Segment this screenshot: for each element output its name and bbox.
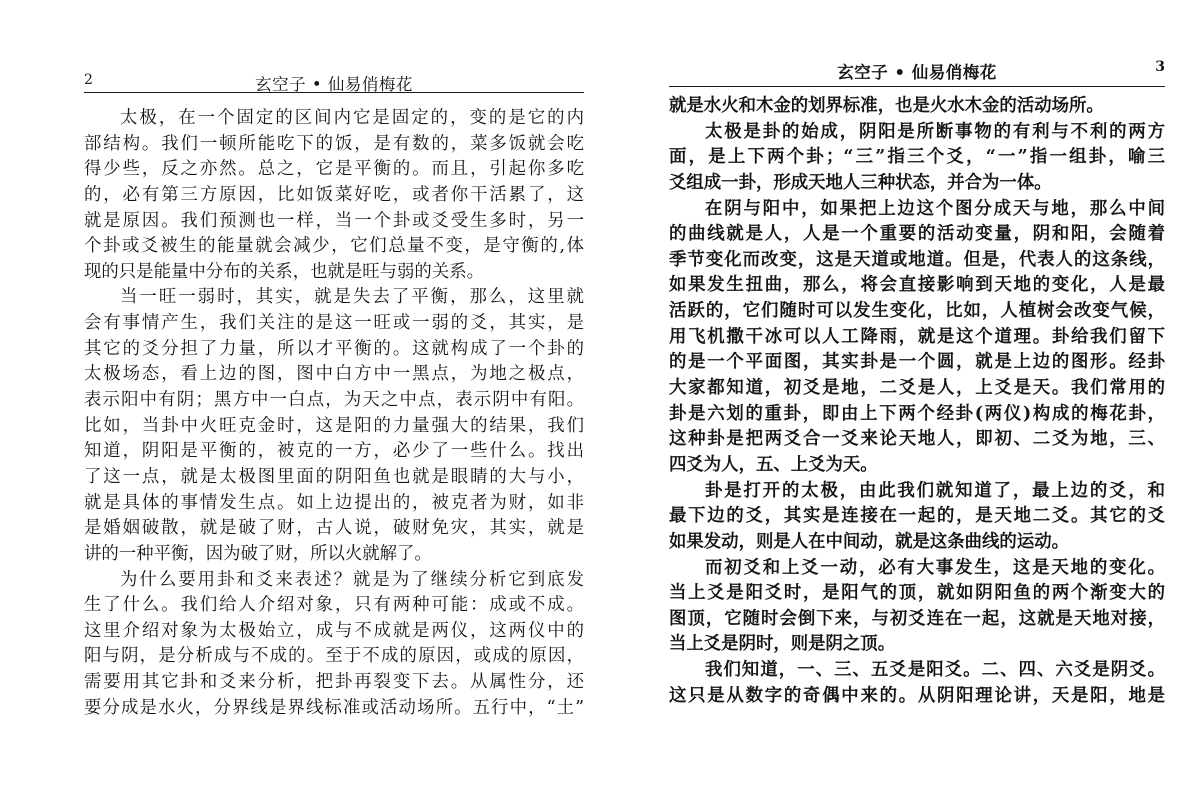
- text-line: 用飞机撒干冰可以人工降雨，就是这个道理。卦给我们留下: [669, 326, 1165, 347]
- text-line: 的曲线就是人，人是一个重要的活动变量，阴和阳，会随着: [669, 224, 1165, 245]
- text-line: 就是具体的事情发生点。如上边提出的，被克者为财，如非: [84, 492, 584, 513]
- left-page-header: [84, 62, 584, 93]
- text-line: 我们知道，一、三、五爻是阳爻。二、四、六爻是阴爻。: [705, 660, 1165, 681]
- right-page-number: 3: [1155, 59, 1165, 75]
- text-line: 当上爻是阳爻时，是阳气的顶，就如阴阳鱼的两个渐变大的: [669, 583, 1165, 604]
- text-line: 个卦或爻被生的能量就会减少，它们总量不变，是守衡的,体: [84, 236, 584, 257]
- text-line: 大家都知道，初爻是地，二爻是人，上爻是天。我们常用的: [669, 378, 1165, 399]
- right-running-title: 玄空子 • 仙易俏梅花: [837, 63, 997, 82]
- text-line: 会有事情产生，我们关注的是这一旺或一弱的爻，其实，是: [84, 313, 584, 334]
- text-line: 部结构。我们一顿所能吃下的饭，是有数的，菜多饭就会吃: [84, 133, 584, 154]
- text-line: 图顶，它随时会倒下来，与初爻连在一起，这就是天地对接，: [669, 608, 1165, 629]
- text-line: 这里介绍对象为太极始立，成与不成就是两仪，这两仪中的: [84, 620, 584, 641]
- text-line: 当一旺一弱时，其实，就是失去了平衡，那么，这里就: [120, 287, 584, 308]
- text-line: 这只是从数字的奇偶中来的。从阴阳理论讲，天是阳，地是: [669, 685, 1165, 706]
- text-line: 在阴与阳中，如果把上边这个图分成天与地，那么中间: [705, 198, 1165, 219]
- text-line: 太极是卦的始成，阴阳是所断事物的有利与不利的两方: [705, 121, 1165, 142]
- left-running-title: 玄空子 • 仙易俏梅花: [255, 75, 413, 94]
- text-line: 为什么要用卦和爻来表述？就是为了继续分析它到底发: [120, 569, 584, 590]
- text-line: 生了什么。我们给人介绍对象，只有两种可能：成或不成。: [84, 595, 584, 616]
- text-line: 表示阳中有阴；黑方中一白点，为天之中点，表示阴中有阳。: [84, 390, 584, 411]
- text-line: 讲的一种平衡，因为破了财，所以火就解了。: [84, 543, 432, 564]
- text-line: 的，必有第三方原因，比如饭菜好吃，或者你干活累了，这: [84, 184, 584, 205]
- text-line: 四爻为人，五、上爻为天。: [669, 454, 878, 475]
- text-line: 卦是打开的太极，由此我们就知道了，最上边的爻，和: [705, 480, 1165, 501]
- right-page: [669, 0, 1165, 811]
- text-line: 现的只是能量中分布的关系，也就是旺与弱的关系。: [84, 261, 484, 282]
- text-line: 需要用其它卦和爻来分析，把卦再裂变下去。从属性分，还: [84, 672, 584, 693]
- text-line: 而初爻和上爻一动，必有大事发生，这是天地的变化。: [705, 557, 1165, 578]
- text-line: 太极，在一个固定的区间内它是固定的，变的是它的内: [120, 108, 584, 128]
- text-line: 了这一点，就是太极图里面的阴阳鱼也就是眼睛的大与小，: [84, 466, 584, 487]
- text-line: 其它的爻分担了力量，所以才平衡的。这就构成了一个卦的: [84, 338, 584, 359]
- text-line: 比如，当卦中火旺克金时，这是阳的力量强大的结果，我们: [84, 415, 584, 436]
- text-line: 太极场态，看上边的图，图中白方中一黑点，为地之极点，: [84, 364, 584, 385]
- text-line: 当上爻是阴时，则是阴之顶。: [669, 634, 896, 655]
- text-line: 最下边的爻，其实是连接在一起的，是天地二爻。其它的爻: [669, 506, 1165, 527]
- text-line: 的是一个平面图，其实卦是一个圆，就是上边的图形。经卦: [669, 352, 1165, 373]
- text-line: 阳与阴，是分析成与不成的。至于不成的原因，或成的原因，: [84, 646, 584, 667]
- text-line: 如果发生扭曲，那么，将会直接影响到天地的变化，人是最: [669, 275, 1165, 296]
- text-line: 卦是六划的重卦，即由上下两个经卦(两仪)构成的梅花卦，: [669, 403, 1165, 424]
- text-line: 知道，阴阳是平衡的，被克的一方，必少了一些什么。找出: [84, 441, 584, 462]
- left-page: [84, 0, 584, 811]
- text-line: 就是原因。我们预测也一样，当一个卦或爻受生多时，另一: [84, 210, 584, 231]
- text-line: 就是水火和木金的划界标准，也是火水木金的活动场所。: [669, 96, 1104, 116]
- text-line: 这种卦是把两爻合一爻来论天地人，即初、二爻为地，三、: [669, 429, 1165, 450]
- left-page-number: 2: [84, 72, 93, 88]
- right-page-header: [669, 56, 1165, 87]
- text-line: 得少些，反之亦然。总之，它是平衡的。而且，引起你多吃: [84, 159, 584, 180]
- right-page-body: [669, 94, 1165, 709]
- left-page-body: [84, 106, 584, 721]
- text-line: 面，是上下两个卦；“三”指三个爻，“一”指一组卦，喻三: [669, 147, 1165, 168]
- text-line: 是婚姻破散，就是破了财，古人说，破财免灾，其实，就是: [84, 518, 584, 539]
- text-line: 要分成是水火，分界线是界线标准或活动场所。五行中，“土”: [84, 697, 584, 718]
- text-line: 活跃的，它们随时可以发生变化，比如，人植树会改变气候，: [669, 301, 1165, 322]
- text-line: 爻组成一卦，形成天地人三种状态，并合为一体。: [669, 172, 1052, 193]
- text-line: 如果发动，则是人在中间动，就是这条曲线的运动。: [669, 531, 1069, 552]
- text-line: 季节变化而改变，这是天道或地道。但是，代表人的这条线，: [669, 249, 1165, 270]
